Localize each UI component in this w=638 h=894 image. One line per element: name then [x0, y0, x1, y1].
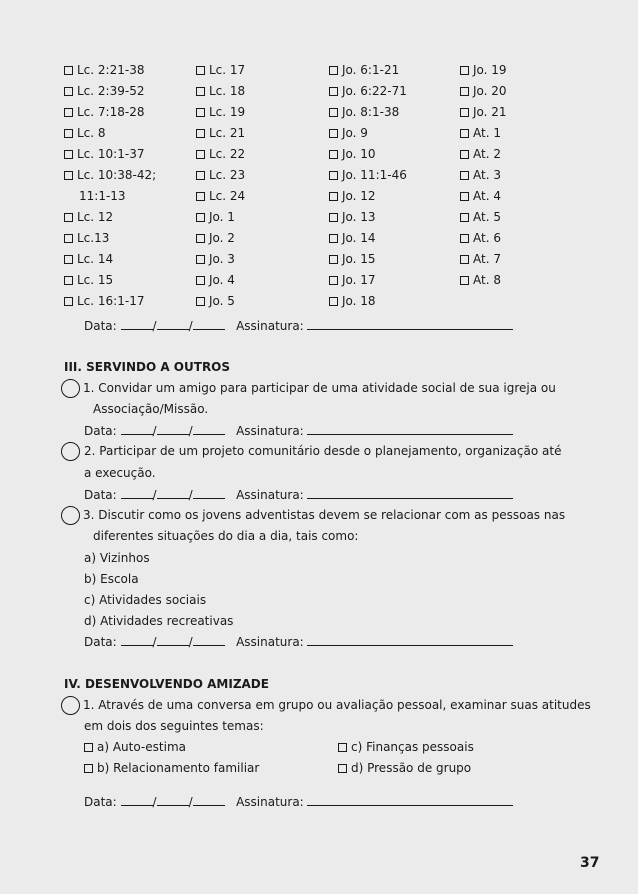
page-number: 37: [580, 855, 600, 871]
signature-field[interactable]: [307, 487, 513, 499]
signature-line: Data: / / Assinatura:: [84, 423, 513, 438]
signature-line: Data: / / Assinatura:: [84, 318, 513, 333]
reading-item[interactable]: Jo. 15: [329, 252, 376, 266]
signature-field[interactable]: [307, 634, 513, 646]
reading-item[interactable]: Jo. 4: [196, 273, 235, 287]
checkbox[interactable]: [329, 255, 338, 264]
date-day-field[interactable]: [121, 634, 153, 646]
checkbox[interactable]: [196, 234, 205, 243]
circle-checkbox[interactable]: [61, 696, 80, 715]
signature-line: Data: / / Assinatura:: [84, 487, 513, 502]
checkbox[interactable]: [196, 255, 205, 264]
item-text: em dois dos seguintes temas:: [84, 719, 264, 733]
reading-item[interactable]: At. 8: [460, 273, 501, 287]
checkbox[interactable]: [196, 66, 205, 75]
reading-item[interactable]: Lc.13: [64, 231, 109, 245]
checkbox[interactable]: [329, 234, 338, 243]
reading-item[interactable]: Jo. 12: [329, 189, 376, 203]
reading-item[interactable]: Lc. 19: [196, 105, 245, 119]
checkbox[interactable]: [64, 234, 73, 243]
checkbox[interactable]: [84, 743, 93, 752]
checkbox[interactable]: [329, 108, 338, 117]
checkbox[interactable]: [196, 171, 205, 180]
checkbox[interactable]: [64, 150, 73, 159]
checkbox[interactable]: [460, 234, 469, 243]
checkbox[interactable]: [196, 150, 205, 159]
reading-item[interactable]: Lc. 24: [196, 189, 245, 203]
date-month-field[interactable]: [157, 423, 189, 435]
reading-item[interactable]: At. 7: [460, 252, 501, 266]
reading-item[interactable]: Jo. 6:22-71: [329, 84, 407, 98]
checkbox[interactable]: [64, 87, 73, 96]
checkbox[interactable]: [460, 150, 469, 159]
reading-item[interactable]: Jo. 1: [196, 210, 235, 224]
item-text: diferentes situações do dia a dia, tais como:: [93, 529, 359, 543]
checkbox[interactable]: [460, 192, 469, 201]
reading-item[interactable]: Lc. 12: [64, 210, 113, 224]
date-month-field[interactable]: [157, 318, 189, 330]
checkbox[interactable]: [64, 171, 73, 180]
reading-item[interactable]: Lc. 17: [196, 63, 245, 77]
item-text: 1. Convidar um amigo para participar de uma atividade social de sua igreja ou: [83, 381, 556, 395]
checkbox[interactable]: [64, 213, 73, 222]
checkbox[interactable]: [329, 129, 338, 138]
reading-item[interactable]: Jo. 20: [460, 84, 507, 98]
section-title: III. SERVINDO A OUTROS: [64, 360, 231, 374]
checkbox[interactable]: [329, 276, 338, 285]
date-year-field[interactable]: [193, 794, 225, 806]
reading-item-continuation: 11:1-13: [79, 189, 126, 203]
reading-item[interactable]: At. 3: [460, 168, 501, 182]
checkbox[interactable]: [460, 171, 469, 180]
sub-option: d) Atividades recreativas: [84, 614, 234, 628]
reading-item[interactable]: Jo. 18: [329, 294, 376, 308]
reading-item[interactable]: Lc. 15: [64, 273, 113, 287]
checkbox[interactable]: [64, 66, 73, 75]
item-text: 1. Através de uma conversa em grupo ou avaliação pessoal, examinar suas atitudes: [83, 698, 591, 712]
checkbox[interactable]: [329, 297, 338, 306]
checkbox[interactable]: [196, 129, 205, 138]
checkbox[interactable]: [329, 213, 338, 222]
date-year-field[interactable]: [193, 318, 225, 330]
date-month-field[interactable]: [157, 794, 189, 806]
checkbox[interactable]: [84, 764, 93, 773]
checkbox[interactable]: [329, 192, 338, 201]
checkbox[interactable]: [329, 171, 338, 180]
checkbox[interactable]: [460, 129, 469, 138]
reading-item[interactable]: Jo. 5: [196, 294, 235, 308]
reading-item[interactable]: Lc. 21: [196, 126, 245, 140]
sub-option: b) Escola: [84, 572, 139, 586]
reading-item[interactable]: Lc. 22: [196, 147, 245, 161]
item-text: 3. Discutir como os jovens adventistas devem se relacionar com as pessoas nas: [83, 508, 566, 522]
reading-item[interactable]: Jo. 13: [329, 210, 376, 224]
reading-item[interactable]: Jo. 11:1-46: [329, 168, 407, 182]
checkbox[interactable]: [64, 108, 73, 117]
checkbox[interactable]: [196, 276, 205, 285]
reading-item[interactable]: Jo. 3: [196, 252, 235, 266]
checkbox[interactable]: [196, 192, 205, 201]
reading-item[interactable]: At. 1: [460, 126, 501, 140]
reading-item[interactable]: Lc. 18: [196, 84, 245, 98]
reading-item[interactable]: Lc. 16:1-17: [64, 294, 144, 308]
reading-item[interactable]: Jo. 8:1-38: [329, 105, 399, 119]
reading-item[interactable]: At. 6: [460, 231, 501, 245]
checkbox[interactable]: [196, 108, 205, 117]
reading-item[interactable]: Lc. 10:38-42;: [64, 168, 156, 182]
reading-item[interactable]: Jo. 2: [196, 231, 235, 245]
checkbox[interactable]: [196, 213, 205, 222]
date-day-field[interactable]: [121, 487, 153, 499]
signature-field[interactable]: [307, 318, 513, 330]
topic-option[interactable]: c) Finanças pessoais: [338, 740, 474, 754]
reading-item[interactable]: At. 5: [460, 210, 501, 224]
date-year-field[interactable]: [193, 423, 225, 435]
signature-line: Data: / / Assinatura:: [84, 634, 513, 649]
date-month-field[interactable]: [157, 487, 189, 499]
reading-item[interactable]: At. 2: [460, 147, 501, 161]
circle-checkbox[interactable]: [61, 379, 80, 398]
reading-item[interactable]: Jo. 10: [329, 147, 376, 161]
item-text: a execução.: [84, 466, 156, 480]
checkbox[interactable]: [64, 297, 73, 306]
date-year-field[interactable]: [193, 487, 225, 499]
checkbox[interactable]: [338, 743, 347, 752]
topic-option[interactable]: b) Relacionamento familiar: [84, 761, 259, 775]
item-text: 2. Participar de um projeto comunitário desde o planejamento, organização até: [84, 444, 562, 458]
checkbox[interactable]: [64, 129, 73, 138]
sub-option: c) Atividades sociais: [84, 593, 207, 607]
circle-checkbox[interactable]: [61, 442, 80, 461]
checkbox[interactable]: [460, 276, 469, 285]
item-text: Associação/Missão.: [93, 402, 209, 416]
checkbox[interactable]: [64, 255, 73, 264]
checkbox[interactable]: [460, 213, 469, 222]
date-day-field[interactable]: [121, 318, 153, 330]
reading-item[interactable]: Lc. 8: [64, 126, 106, 140]
checkbox[interactable]: [460, 87, 469, 96]
reading-item[interactable]: Lc. 2:39-52: [64, 84, 144, 98]
section-title: IV. DESENVOLVENDO AMIZADE: [64, 677, 269, 691]
circle-checkbox[interactable]: [61, 506, 80, 525]
reading-item[interactable]: Jo. 19: [460, 63, 507, 77]
checkbox[interactable]: [196, 297, 205, 306]
checkbox[interactable]: [64, 276, 73, 285]
date-year-field[interactable]: [193, 634, 225, 646]
signature-line: Data: / / Assinatura:: [84, 794, 513, 809]
reading-item[interactable]: Lc. 7:18-28: [64, 105, 144, 119]
date-month-field[interactable]: [157, 634, 189, 646]
reading-item[interactable]: Lc. 10:1-37: [64, 147, 144, 161]
signature-field[interactable]: [307, 794, 513, 806]
reading-item[interactable]: Lc. 23: [196, 168, 245, 182]
topic-option[interactable]: a) Auto-estima: [84, 740, 186, 754]
date-day-field[interactable]: [121, 794, 153, 806]
checkbox[interactable]: [329, 150, 338, 159]
date-day-field[interactable]: [121, 423, 153, 435]
reading-item[interactable]: Jo. 17: [329, 273, 376, 287]
topic-option[interactable]: d) Pressão de grupo: [338, 761, 471, 775]
reading-item[interactable]: Jo. 21: [460, 105, 507, 119]
checkbox[interactable]: [460, 255, 469, 264]
checkbox[interactable]: [329, 66, 338, 75]
reading-item[interactable]: Jo. 6:1-21: [329, 63, 399, 77]
reading-item[interactable]: Jo. 14: [329, 231, 376, 245]
sub-option: a) Vizinhos: [84, 551, 150, 565]
signature-field[interactable]: [307, 423, 513, 435]
checkbox[interactable]: [338, 764, 347, 773]
checkbox[interactable]: [196, 87, 205, 96]
reading-item[interactable]: Lc. 2:21-38: [64, 63, 144, 77]
reading-item[interactable]: Jo. 9: [329, 126, 368, 140]
checkbox[interactable]: [460, 108, 469, 117]
checkbox[interactable]: [329, 87, 338, 96]
checkbox[interactable]: [460, 66, 469, 75]
reading-item[interactable]: Lc. 14: [64, 252, 113, 266]
reading-item[interactable]: At. 4: [460, 189, 501, 203]
